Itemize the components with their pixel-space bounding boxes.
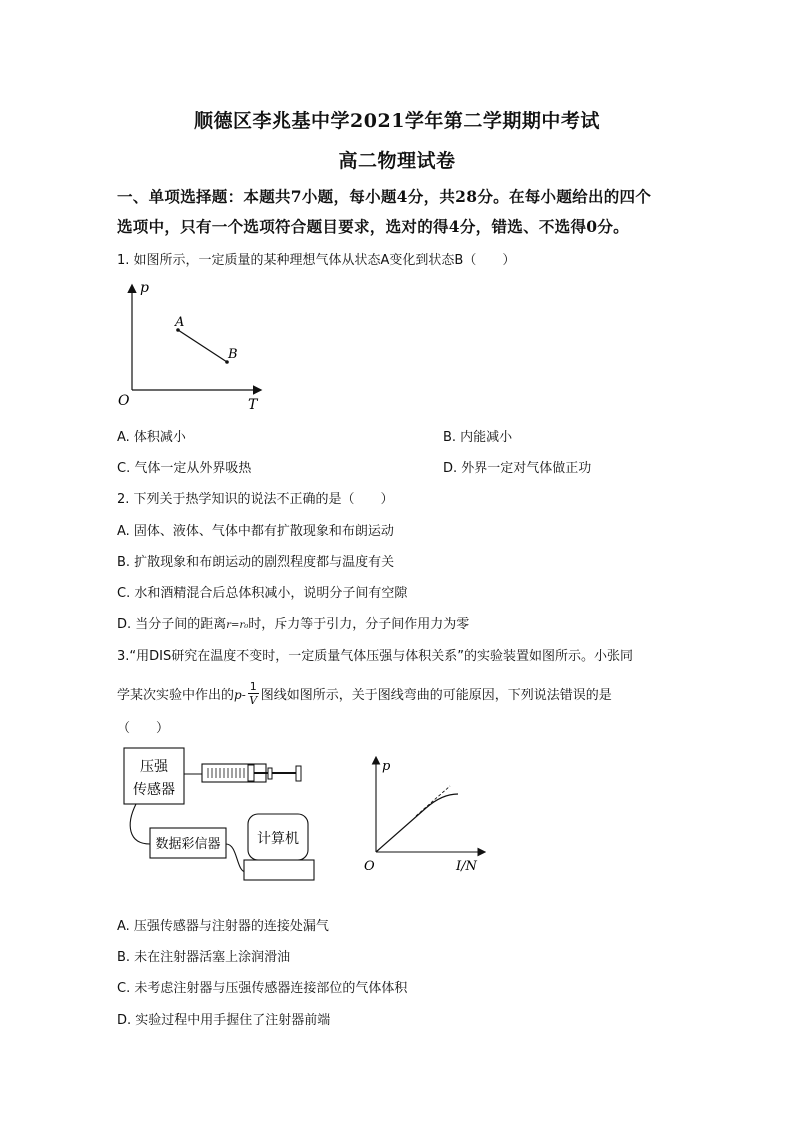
q1-option-b[interactable]: B. 内能减小	[443, 430, 513, 445]
q3-frac-den: V	[249, 694, 258, 707]
q3-option-b[interactable]: B. 未在注射器活塞上涂润滑油	[117, 950, 291, 965]
experimental-curve	[376, 794, 458, 852]
q3-frac-num: 1	[249, 680, 257, 693]
q2-option-d-math: r=r₀	[226, 620, 249, 631]
exam-title: 顺德区李兆基中学2021学年第二学期期中考试	[194, 110, 600, 132]
q3-fraction	[248, 680, 259, 707]
q3-option-a[interactable]: A. 压强传感器与注射器的连接处漏气	[117, 919, 329, 934]
question-2-stem: 2. 下列关于热学知识的说法不正确的是（ ）	[117, 492, 394, 507]
dis-apparatus-diagram	[118, 744, 324, 886]
data-collector-label: 数据彩信器	[155, 837, 221, 852]
label-b: B	[228, 347, 238, 362]
q3-option-d[interactable]: D. 实验过程中用手握住了注射器前端	[117, 1013, 331, 1028]
axis-label-p: p	[140, 280, 149, 296]
origin-label: O	[118, 393, 130, 409]
process-line-ab	[178, 330, 227, 362]
question-3-p-inv-v-graph	[360, 752, 490, 876]
pressure-sensor-label-2: 传感器	[133, 782, 175, 798]
syringe-piston	[248, 765, 254, 781]
syringe-handle	[296, 766, 301, 781]
question-1-pt-graph	[112, 278, 272, 418]
q1-option-a[interactable]: A. 体积减小	[117, 430, 186, 445]
computer-base	[244, 860, 314, 880]
q3-line2-pre: 学某次实验中作出的	[117, 688, 235, 703]
ideal-dashed-line	[416, 786, 450, 816]
axis-label-p: p	[382, 759, 391, 774]
q3-math-p: p-	[234, 688, 246, 702]
q2-option-b[interactable]: B. 扩散现象和布朗运动的剧烈程度都与温度有关	[117, 555, 395, 570]
q2-option-a[interactable]: A. 固体、液体、气体中都有扩散现象和布朗运动	[117, 524, 394, 539]
axis-label-t: T	[248, 397, 258, 413]
computer-label: 计算机	[257, 831, 299, 847]
q1-option-d[interactable]: D. 外界一定对气体做正功	[443, 461, 592, 476]
question-3-line3: （ ）	[117, 721, 170, 736]
label-a: A	[175, 315, 185, 330]
question-3-line2	[117, 682, 612, 709]
exam-subtitle: 高二物理试卷	[338, 150, 456, 172]
question-3-line1: 3.“用DIS研究在温度不变时，一定质量气体压强与体积关系”的实验装置如图所示。小张同	[117, 649, 633, 664]
q1-option-c[interactable]: C. 气体一定从外界吸热	[117, 461, 252, 476]
q2-option-d-pre: D. 当分子间的距离	[117, 617, 227, 632]
origin-label: O	[364, 859, 375, 874]
section-heading-line1: 一、单项选择题：本题共7小题，每小题4分，共28分。在每小题给出的四个	[117, 187, 652, 206]
q2-option-d-post: 时，斥力等于引力，分子间作用力为零	[248, 617, 470, 632]
q3-option-c[interactable]: C. 未考虑注射器与压强传感器连接部位的气体体积	[117, 981, 408, 996]
pressure-sensor-label-1: 压强	[140, 759, 168, 775]
q2-option-c[interactable]: C. 水和酒精混合后总体积减小，说明分子间有空隙	[117, 586, 408, 601]
axis-label-inv-v: I/N	[456, 859, 477, 874]
syringe-plunger-head	[268, 768, 272, 779]
q2-option-d[interactable]	[117, 613, 469, 632]
section-heading-line2: 选项中，只有一个选项符合题目要求，选对的得4分，错选、不选得0分。	[117, 217, 629, 236]
question-1-stem: 1. 如图所示，一定质量的某种理想气体从状态A变化到状态B（ ）	[117, 253, 516, 268]
q3-line2-post: 图线如图所示，关于图线弯曲的可能原因，下列说法错误的是	[260, 688, 612, 703]
